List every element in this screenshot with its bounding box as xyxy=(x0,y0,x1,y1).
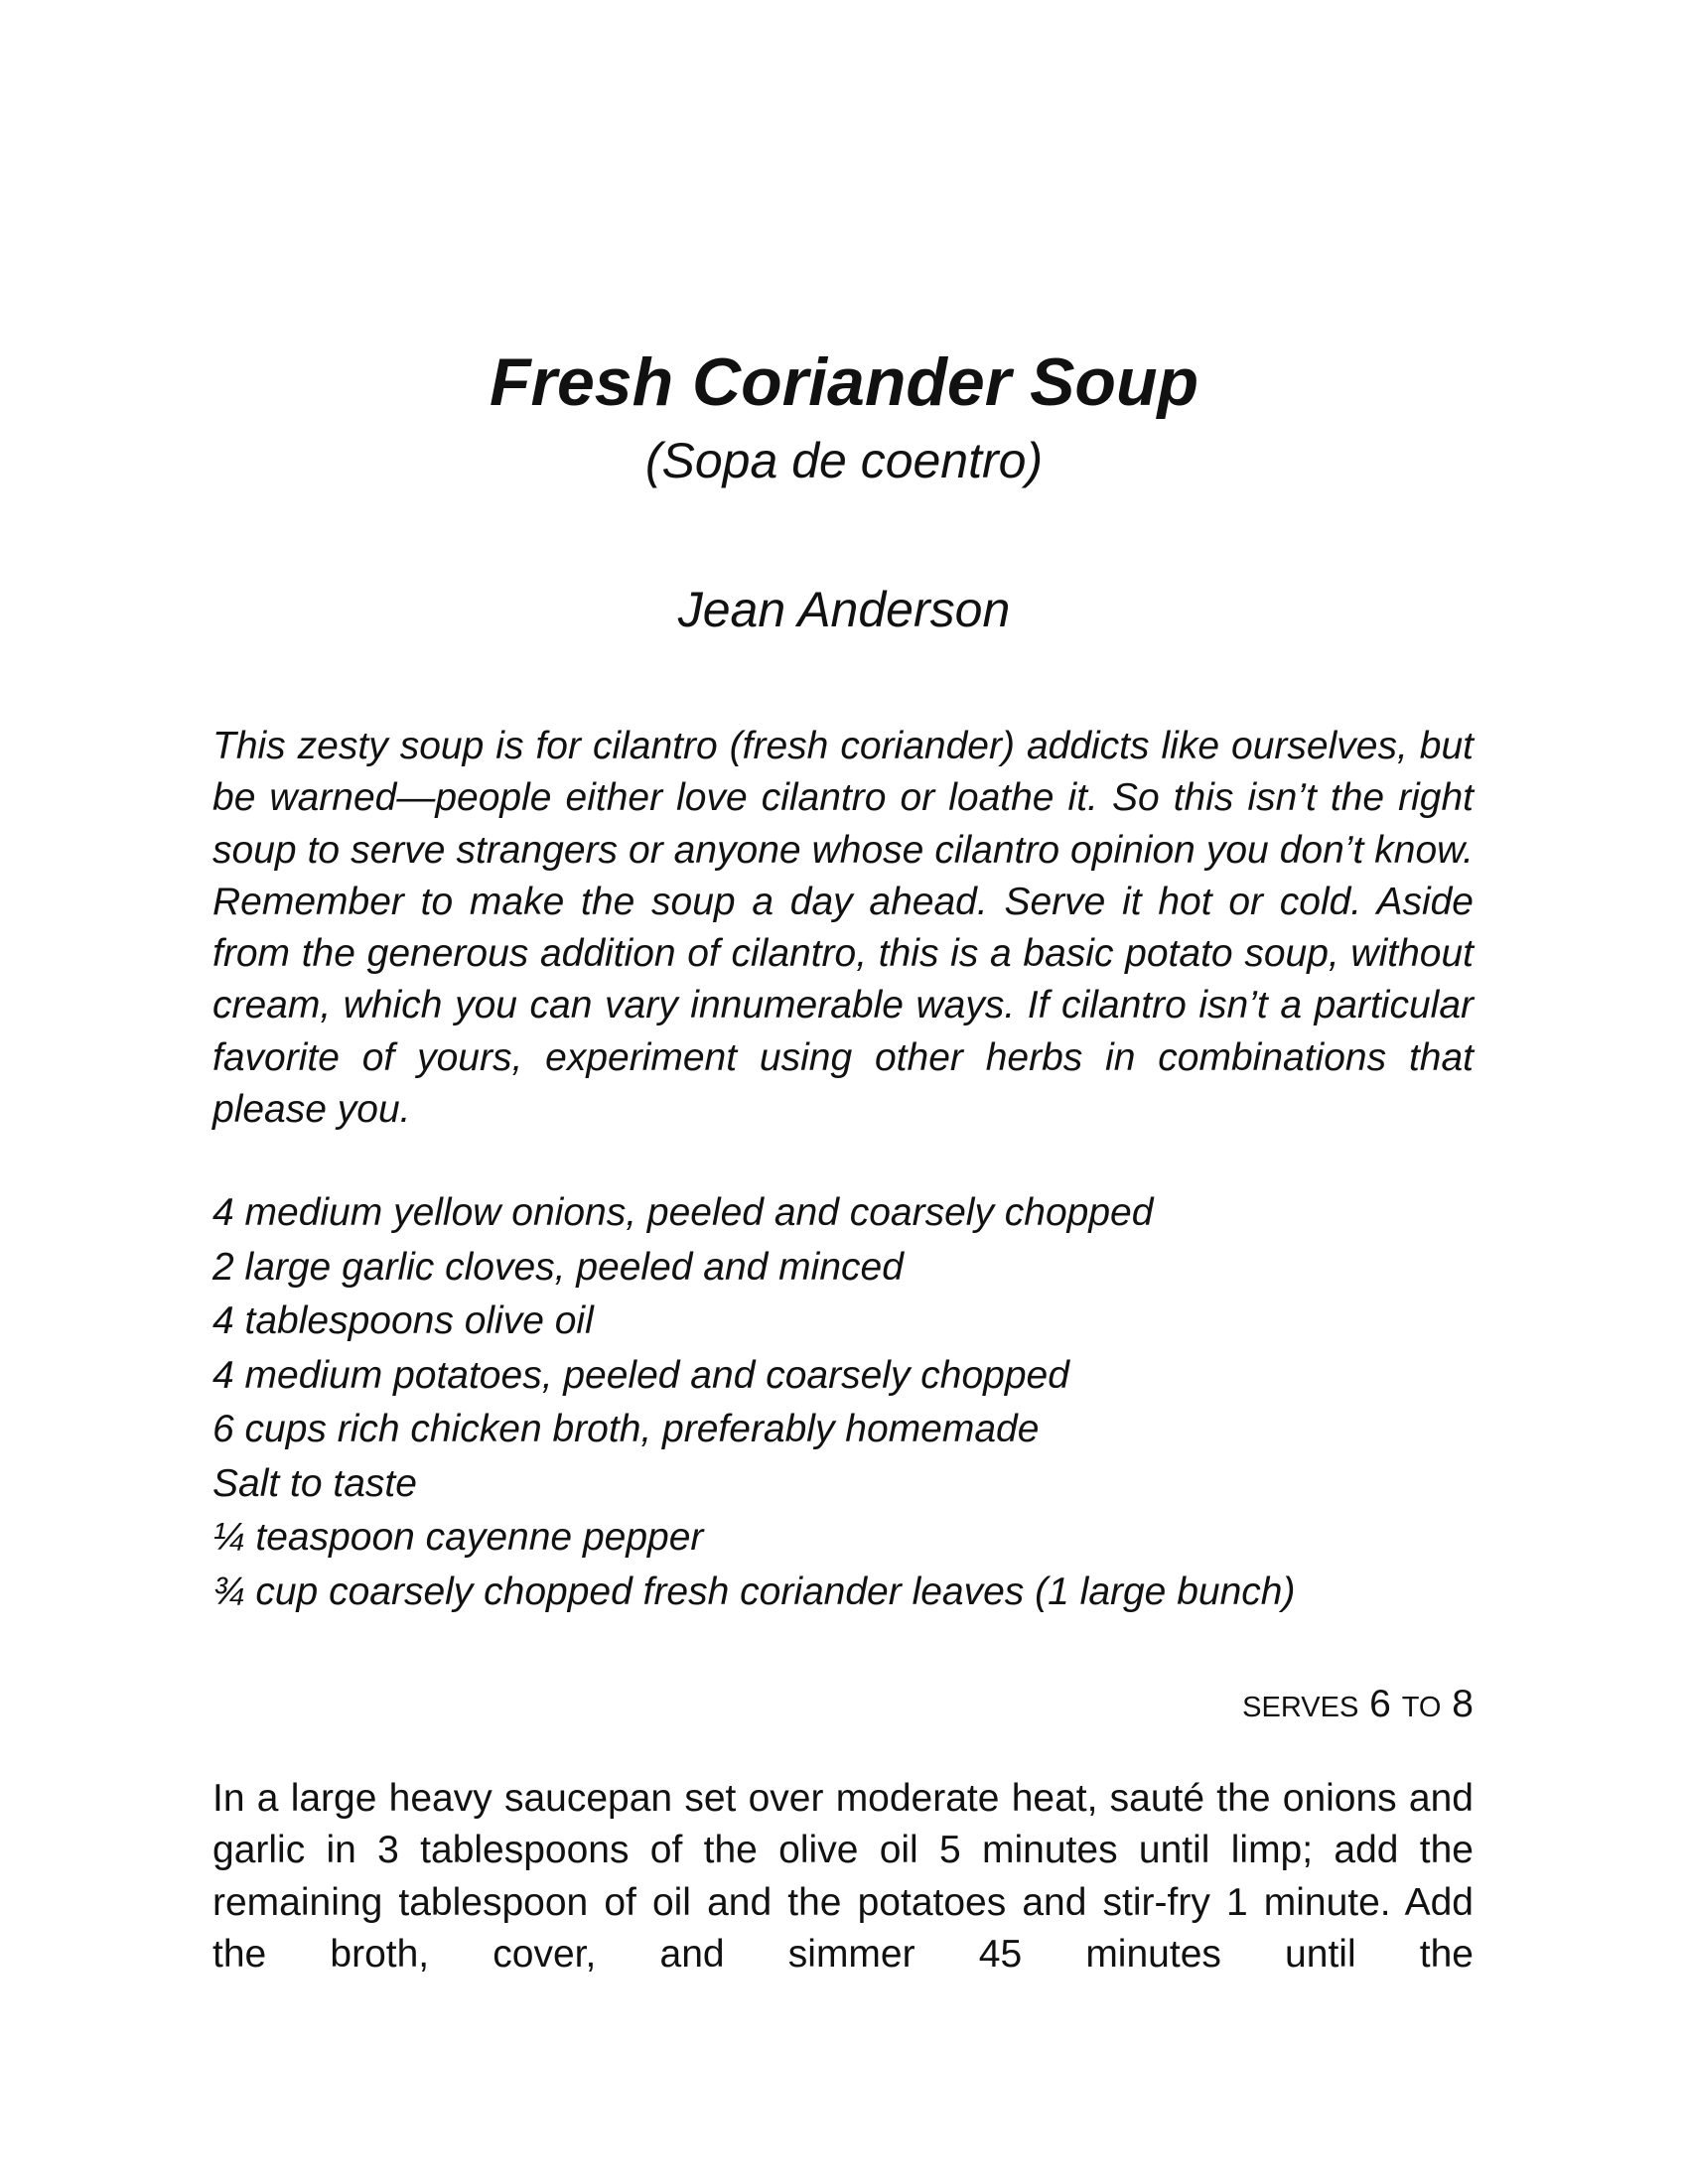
ingredient-item: Salt to taste xyxy=(212,1461,417,1505)
serves-line xyxy=(212,1680,1474,1732)
recipe-subtitle: (Sopa de coentro) xyxy=(644,433,1044,488)
recipe-intro: This zesty soup is for cilantro (fresh coriander) addicts like ourselves, but be warned—people either love cilantro or loathe it. So this isn’t the right soup to serve strangers or anyone whose cilantro opinion you don’t know. Remember to make the soup a day ahead. Serve it hot or cold. Aside from the generous addition of cilantro, this is a basic potato soup, without cream, which you can vary innumerable ways. If cilantro isn’t a particular favorite of yours, experiment using other herbs in combinations that please you. xyxy=(212,725,1474,1132)
method-paragraph: In a large heavy saucepan set over moderate heat, sauté the onions and garlic in 3 tablespoons of the olive oil 5 minutes until limp; add the remaining tablespoon of oil and the potatoes and stir-fry 1 minute. Add the broth, cover, and simmer 45 minutes until the xyxy=(212,1777,1474,1976)
serves-to: TO xyxy=(1401,1692,1442,1723)
serves-min: 6 xyxy=(1369,1683,1391,1725)
recipe-title: Fresh Coriander Soup xyxy=(489,344,1199,420)
ingredient-item: ¾ cup coarsely chopped fresh coriander leaves (1 large bunch) xyxy=(212,1570,1296,1613)
ingredient-item: 4 medium potatoes, peeled and coarsely chopped xyxy=(212,1353,1069,1397)
ingredient-item: 4 tablespoons olive oil xyxy=(212,1299,594,1342)
serves-max: 8 xyxy=(1452,1683,1474,1725)
ingredient-list xyxy=(212,1186,1474,1619)
ingredient-item: 2 large garlic cloves, peeled and minced xyxy=(212,1245,904,1289)
ingredient-item: ¼ teaspoon cayenne pepper xyxy=(212,1516,704,1559)
recipe-author: Jean Anderson xyxy=(677,582,1011,637)
ingredient-item: 4 medium yellow onions, peeled and coarsely chopped xyxy=(212,1191,1154,1234)
ingredient-item: 6 cups rich chicken broth, preferably homemade xyxy=(212,1408,1040,1450)
serves-word: SERVES xyxy=(1242,1692,1359,1723)
